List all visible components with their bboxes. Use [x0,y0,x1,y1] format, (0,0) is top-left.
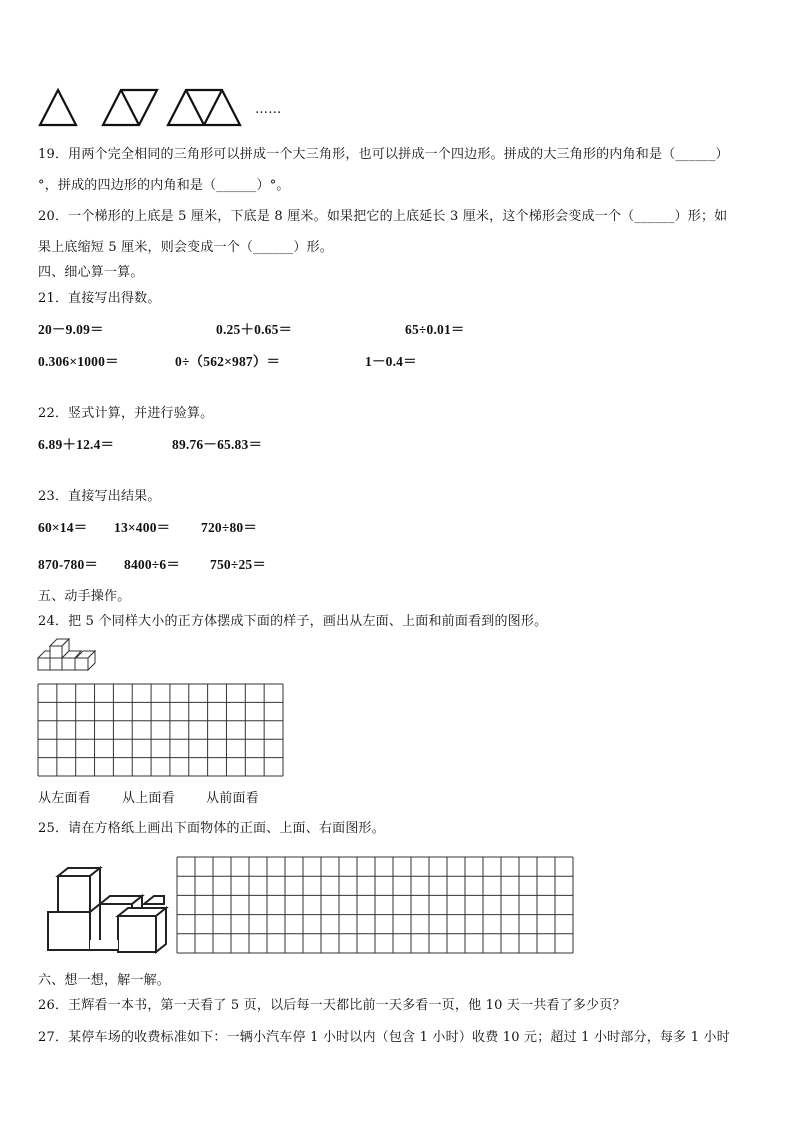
q26-text: 26．王辉看一本书，第一天看了 5 页，以后每一天都比前一天多看一页，他 10 天一共看了多少页？ [38,998,626,1013]
q21-item: 0.25＋0.65＝ [216,322,293,337]
q22-item: 6.89＋12.4＝ [38,437,115,452]
pattern-ellipsis: …… [255,102,282,117]
section-5-heading: 五、动手操作。 [38,589,131,604]
q20-line1: 20．一个梯形的上底是 5 厘米，下底是 8 厘米。如果把它的上底延长 3 厘米，这个梯形会变成一个（______）形；如 [38,209,728,224]
q24-label-top: 从上面看 [122,791,175,806]
q22-item: 89.76－65.83＝ [172,437,263,452]
q24-grid-paper [37,683,285,777]
q21-item: 0÷（562×987）＝ [175,354,281,369]
q23-item: 750÷25＝ [210,557,267,572]
q23-item: 13×400＝ [114,520,171,535]
q21-item: 0.306×1000＝ [38,354,119,369]
q25-grid-paper [175,853,575,958]
section-4-heading: 四、细心算一算。 [38,265,144,280]
q21-title: 21．直接写出得数。 [38,291,161,306]
section-6-heading: 六、想一想，解一解。 [38,973,171,988]
q21-item: 20－9.09＝ [38,322,104,337]
q25-cube-figure [44,866,174,956]
q23-item: 8400÷6＝ [124,557,181,572]
q27-text: 27．某停车场的收费标准如下：一辆小汽车停 1 小时以内（包含 1 小时）收费 10 元；超过 1 小时部分，每多 1 小时 [38,1030,730,1045]
q24-label-left: 从左面看 [38,791,91,806]
q21-item: 65÷0.01＝ [405,322,465,337]
q21-item: 1－0.4＝ [365,354,417,369]
q25-title: 25．请在方格纸上画出下面物体的正面、上面、右面图形。 [38,821,385,836]
q20-line2: 果上底缩短 5 厘米，则会变成一个（______）形。 [38,240,333,255]
q23-title: 23．直接写出结果。 [38,489,161,504]
q19-line1: 19．用两个完全相同的三角形可以拼成一个大三角形，也可以拼成一个四边形。拼成的大三角形的内角和是（______） [38,147,729,162]
q22-title: 22．竖式计算，并进行验算。 [38,406,214,421]
q23-item: 870-780＝ [38,557,99,572]
q24-cube-figure [37,639,99,679]
q23-item: 720÷80＝ [201,520,258,535]
q24-label-front: 从前面看 [206,791,259,806]
q19-line2: °，拼成的四边形的内角和是（______）°。 [38,178,290,193]
q23-item: 60×14＝ [38,520,88,535]
q24-title: 24．把 5 个同样大小的正方体摆成下面的样子，画出从左面、上面和前面看到的图形。 [38,614,548,629]
